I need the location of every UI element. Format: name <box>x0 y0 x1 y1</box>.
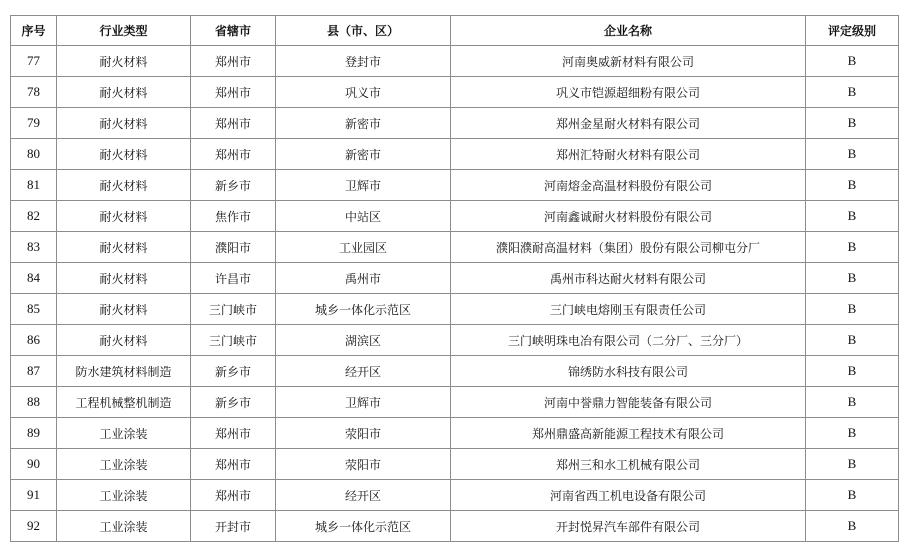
cell-rating-level: B <box>806 201 899 232</box>
cell-company-name: 河南中誉鼎力智能装备有限公司 <box>451 387 806 418</box>
cell-serial-number: 91 <box>11 480 57 511</box>
cell-industry-type: 耐火材料 <box>57 46 191 77</box>
table-header-row <box>11 16 899 46</box>
cell-serial-number: 90 <box>11 449 57 480</box>
cell-company-name: 禹州市科达耐火材料有限公司 <box>451 263 806 294</box>
cell-rating-level: B <box>806 232 899 263</box>
cell-serial-number: 86 <box>11 325 57 356</box>
table-row <box>11 139 899 170</box>
cell-company-name: 河南奥威新材料有限公司 <box>451 46 806 77</box>
cell-county: 湖滨区 <box>276 325 451 356</box>
cell-city: 濮阳市 <box>191 232 276 263</box>
cell-company-name: 郑州鼎盛高新能源工程技术有限公司 <box>451 418 806 449</box>
cell-county: 荥阳市 <box>276 418 451 449</box>
cell-city: 郑州市 <box>191 77 276 108</box>
cell-county: 卫辉市 <box>276 170 451 201</box>
cell-city: 郑州市 <box>191 449 276 480</box>
cell-rating-level: B <box>806 449 899 480</box>
cell-company-name: 濮阳濮耐高温材料（集团）股份有限公司柳屯分厂 <box>451 232 806 263</box>
cell-company-name: 河南鑫诚耐火材料股份有限公司 <box>451 201 806 232</box>
cell-county: 经开区 <box>276 480 451 511</box>
cell-industry-type: 耐火材料 <box>57 325 191 356</box>
cell-city: 开封市 <box>191 511 276 542</box>
cell-city: 三门峡市 <box>191 325 276 356</box>
cell-company-name: 河南省西工机电设备有限公司 <box>451 480 806 511</box>
cell-city: 新乡市 <box>191 170 276 201</box>
cell-company-name: 郑州汇特耐火材料有限公司 <box>451 139 806 170</box>
cell-serial-number: 83 <box>11 232 57 263</box>
cell-serial-number: 78 <box>11 77 57 108</box>
cell-industry-type: 耐火材料 <box>57 108 191 139</box>
cell-rating-level: B <box>806 46 899 77</box>
table-row <box>11 201 899 232</box>
cell-company-name: 巩义市铠源超细粉有限公司 <box>451 77 806 108</box>
cell-serial-number: 80 <box>11 139 57 170</box>
cell-rating-level: B <box>806 480 899 511</box>
cell-city: 新乡市 <box>191 356 276 387</box>
cell-county: 荥阳市 <box>276 449 451 480</box>
cell-rating-level: B <box>806 511 899 542</box>
cell-industry-type: 工业涂装 <box>57 418 191 449</box>
table-body <box>11 46 899 542</box>
table-row <box>11 294 899 325</box>
header-serial-number: 序号 <box>11 16 57 46</box>
cell-company-name: 郑州金星耐火材料有限公司 <box>451 108 806 139</box>
cell-county: 禹州市 <box>276 263 451 294</box>
cell-industry-type: 耐火材料 <box>57 139 191 170</box>
cell-county: 经开区 <box>276 356 451 387</box>
cell-industry-type: 工业涂装 <box>57 511 191 542</box>
table-row <box>11 449 899 480</box>
cell-rating-level: B <box>806 356 899 387</box>
enterprise-rating-table <box>10 15 899 542</box>
cell-city: 郑州市 <box>191 139 276 170</box>
cell-serial-number: 77 <box>11 46 57 77</box>
cell-county: 新密市 <box>276 139 451 170</box>
cell-county: 工业园区 <box>276 232 451 263</box>
cell-company-name: 河南熔金高温材料股份有限公司 <box>451 170 806 201</box>
cell-industry-type: 耐火材料 <box>57 294 191 325</box>
header-company-name: 企业名称 <box>451 16 806 46</box>
cell-serial-number: 81 <box>11 170 57 201</box>
enterprise-rating-table-container <box>10 15 898 542</box>
cell-county: 登封市 <box>276 46 451 77</box>
table-row <box>11 418 899 449</box>
cell-city: 郑州市 <box>191 418 276 449</box>
cell-industry-type: 工业涂装 <box>57 480 191 511</box>
cell-rating-level: B <box>806 170 899 201</box>
header-city: 省辖市 <box>191 16 276 46</box>
cell-rating-level: B <box>806 77 899 108</box>
cell-rating-level: B <box>806 108 899 139</box>
header-rating-level: 评定级别 <box>806 16 899 46</box>
table-row <box>11 232 899 263</box>
cell-serial-number: 85 <box>11 294 57 325</box>
cell-city: 郑州市 <box>191 46 276 77</box>
cell-company-name: 锦绣防水科技有限公司 <box>451 356 806 387</box>
cell-industry-type: 防水建筑材料制造 <box>57 356 191 387</box>
table-row <box>11 387 899 418</box>
header-industry-type: 行业类型 <box>57 16 191 46</box>
cell-company-name: 三门峡明珠电冶有限公司（二分厂、三分厂） <box>451 325 806 356</box>
table-row <box>11 46 899 77</box>
cell-industry-type: 耐火材料 <box>57 232 191 263</box>
cell-county: 卫辉市 <box>276 387 451 418</box>
cell-industry-type: 工程机械整机制造 <box>57 387 191 418</box>
cell-county: 巩义市 <box>276 77 451 108</box>
cell-county: 城乡一体化示范区 <box>276 511 451 542</box>
table-row <box>11 77 899 108</box>
table-row <box>11 263 899 294</box>
cell-industry-type: 耐火材料 <box>57 77 191 108</box>
cell-rating-level: B <box>806 387 899 418</box>
cell-serial-number: 87 <box>11 356 57 387</box>
cell-company-name: 郑州三和水工机械有限公司 <box>451 449 806 480</box>
cell-county: 中站区 <box>276 201 451 232</box>
cell-city: 新乡市 <box>191 387 276 418</box>
cell-company-name: 三门峡电熔刚玉有限责任公司 <box>451 294 806 325</box>
cell-county: 城乡一体化示范区 <box>276 294 451 325</box>
cell-serial-number: 92 <box>11 511 57 542</box>
cell-rating-level: B <box>806 325 899 356</box>
cell-rating-level: B <box>806 294 899 325</box>
table-row <box>11 511 899 542</box>
cell-city: 三门峡市 <box>191 294 276 325</box>
cell-city: 郑州市 <box>191 480 276 511</box>
table-row <box>11 480 899 511</box>
cell-rating-level: B <box>806 418 899 449</box>
cell-rating-level: B <box>806 263 899 294</box>
cell-serial-number: 88 <box>11 387 57 418</box>
table-row <box>11 170 899 201</box>
cell-city: 许昌市 <box>191 263 276 294</box>
cell-industry-type: 耐火材料 <box>57 170 191 201</box>
cell-serial-number: 82 <box>11 201 57 232</box>
table-row <box>11 325 899 356</box>
cell-industry-type: 工业涂装 <box>57 449 191 480</box>
cell-rating-level: B <box>806 139 899 170</box>
cell-industry-type: 耐火材料 <box>57 201 191 232</box>
table-row <box>11 356 899 387</box>
cell-serial-number: 89 <box>11 418 57 449</box>
cell-city: 郑州市 <box>191 108 276 139</box>
cell-industry-type: 耐火材料 <box>57 263 191 294</box>
cell-city: 焦作市 <box>191 201 276 232</box>
cell-serial-number: 84 <box>11 263 57 294</box>
table-row <box>11 108 899 139</box>
cell-serial-number: 79 <box>11 108 57 139</box>
header-county: 县（市、区） <box>276 16 451 46</box>
cell-company-name: 开封悦昇汽车部件有限公司 <box>451 511 806 542</box>
cell-county: 新密市 <box>276 108 451 139</box>
